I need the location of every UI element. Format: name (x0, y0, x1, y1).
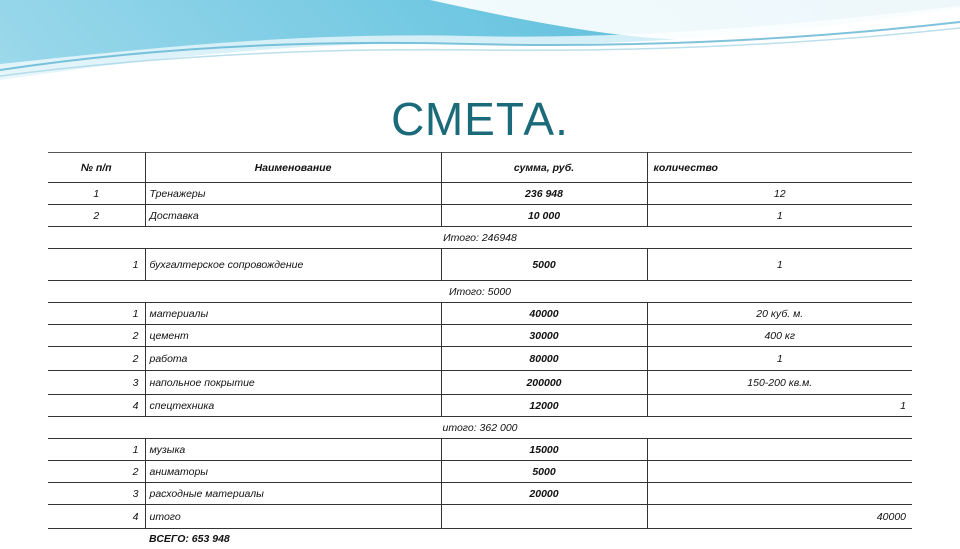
table-row: 1 бухгалтерское сопровождение 5000 1 (48, 249, 912, 281)
header-number: № п/п (48, 153, 145, 183)
subtotal-row (48, 227, 912, 249)
table-row: 1 материалы 40000 20 куб. м. (48, 303, 912, 325)
subtotal-2: Итого: 5000 (48, 281, 912, 303)
table-row: 2 аниматоры 5000 (48, 461, 912, 483)
table-header-row (48, 153, 912, 183)
table-row: 1 Тренажеры 236 948 12 (48, 183, 912, 205)
table-row: 2 цемент 30000 400 кг (48, 325, 912, 347)
page-title: СМЕТА. (391, 93, 569, 145)
table-row: 4 итого 40000 (48, 505, 912, 529)
subtotal-row (48, 417, 912, 439)
table-row: 4 спецтехника 12000 1 (48, 395, 912, 417)
table-row: 2 работа 80000 1 (48, 347, 912, 371)
grand-total-row (48, 529, 912, 549)
subtotal-3: итого: 362 000 (48, 417, 912, 439)
table-row: 1 музыка 15000 (48, 439, 912, 461)
subtotal-row (48, 281, 912, 303)
estimate-table (48, 152, 912, 549)
grand-total: ВСЕГО: 653 948 (149, 532, 230, 545)
header-name: Наименование (145, 153, 441, 183)
header-quantity: количество (647, 153, 912, 183)
header-sum: сумма, руб. (441, 153, 647, 183)
table-row: 2 Доставка 10 000 1 (48, 205, 912, 227)
table-row: 3 напольное покрытие 200000 150-200 кв.м. (48, 371, 912, 395)
subtotal-1: Итого: 246948 (48, 227, 912, 249)
header-wave-decoration (0, 0, 960, 90)
table-row: 3 расходные материалы 20000 (48, 483, 912, 505)
